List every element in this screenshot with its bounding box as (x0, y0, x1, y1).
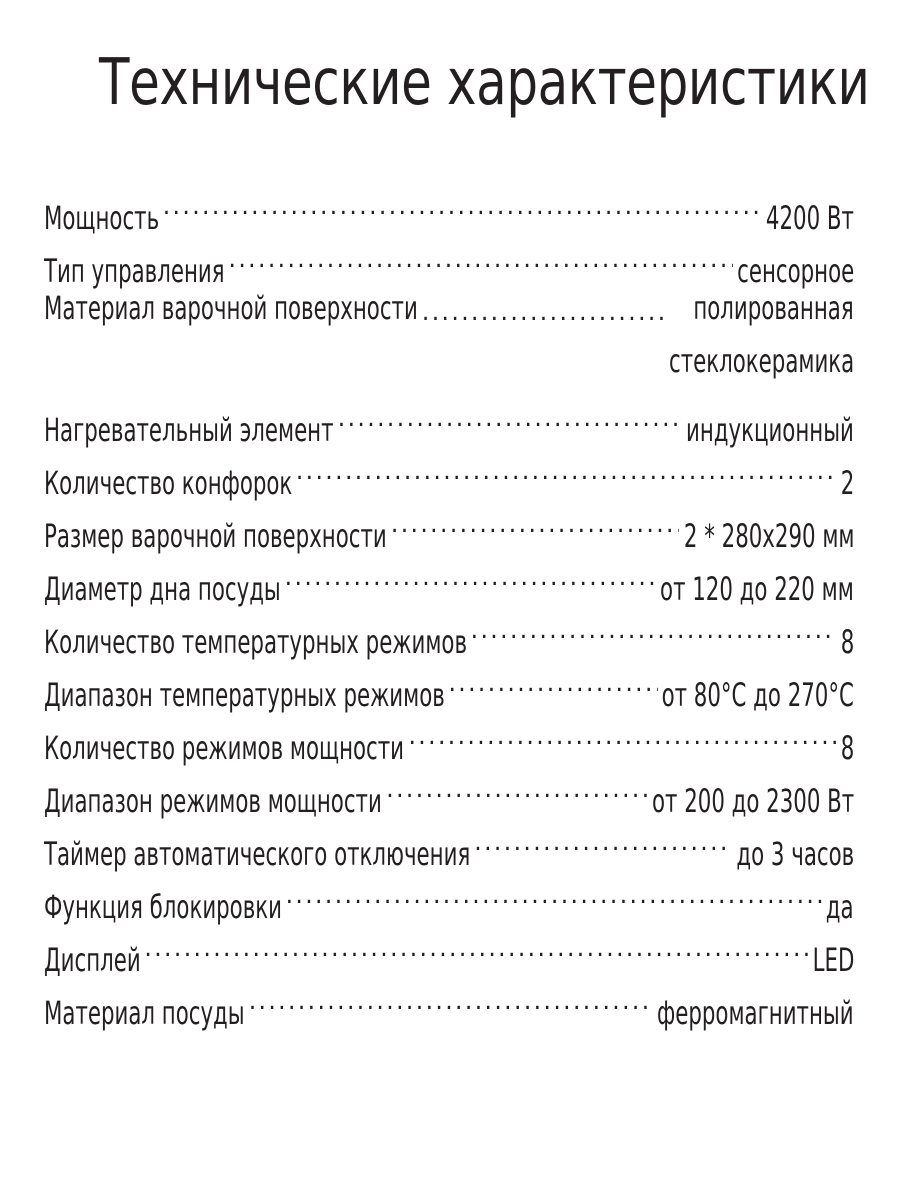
spec-label: Количество конфорок (44, 464, 293, 502)
dot-leader (448, 653, 657, 706)
spec-label: Диапазон температурных режимов (44, 676, 445, 714)
spec-value: от 80°С до 270°С (661, 676, 854, 714)
spec-list (44, 176, 854, 1032)
spec-row-power (44, 176, 854, 237)
spec-value: от 120 до 220 мм (660, 570, 854, 608)
dot-leader (391, 494, 679, 547)
spec-value: 4200 Вт (766, 199, 854, 237)
spec-value: индукционный (686, 411, 854, 449)
spec-label: Нагревательный элемент (44, 411, 334, 449)
dot-leader (338, 388, 682, 441)
spec-value: да (826, 888, 854, 926)
spec-value: ферромагнитный (657, 994, 854, 1032)
spec-label: Размер варочной поверхности (44, 517, 387, 555)
spec-value: сенсорное (736, 252, 854, 290)
spec-label: Материал варочной поверхности (44, 289, 418, 327)
spec-label: Материал посуды (44, 994, 245, 1032)
spec-row-surface-material (44, 282, 854, 388)
spec-label: Тип управления (44, 252, 225, 290)
spec-value-line2: стеклокерамика (668, 342, 854, 380)
spec-row-heating-element (44, 388, 854, 449)
spec-value: 2 * 280х290 мм (683, 517, 854, 555)
spec-label: Диаметр дна посуды (44, 570, 281, 608)
dot-leader (408, 706, 836, 759)
spec-label: Мощность (44, 199, 160, 237)
spec-label: Дисплей (44, 941, 141, 979)
dot-leader (474, 812, 732, 865)
spec-row-cookware-material (44, 971, 854, 1032)
dot-leader (422, 282, 665, 335)
spec-value: 2 (840, 464, 854, 502)
spec-value: полированная (693, 289, 854, 327)
spec-label: Количество режимов мощности (44, 729, 404, 767)
spec-value: от 200 до 2300 Вт (651, 782, 854, 820)
dot-leader (163, 176, 762, 229)
page-title: Технические характеристики (99, 46, 870, 120)
dot-leader (229, 229, 733, 282)
spec-label: Таймер автоматического отключения (44, 835, 471, 873)
spec-label: Диапазон режимов мощности (44, 782, 382, 820)
dot-leader (296, 441, 836, 494)
spec-row-control-type (44, 229, 854, 290)
spec-value: LED (812, 941, 854, 979)
spec-value: до 3 часов (736, 835, 854, 873)
dot-leader (386, 759, 647, 812)
spec-label: Количество температурных режимов (44, 623, 468, 661)
dot-leader (249, 971, 654, 1024)
spec-value: 8 (840, 623, 854, 661)
spec-row-display (44, 918, 854, 979)
dot-leader (285, 547, 657, 600)
dot-leader (286, 865, 823, 918)
spec-label: Функция блокировки (44, 888, 282, 926)
spec-value: 8 (840, 729, 854, 767)
dot-leader (144, 918, 807, 971)
dot-leader (471, 600, 836, 653)
